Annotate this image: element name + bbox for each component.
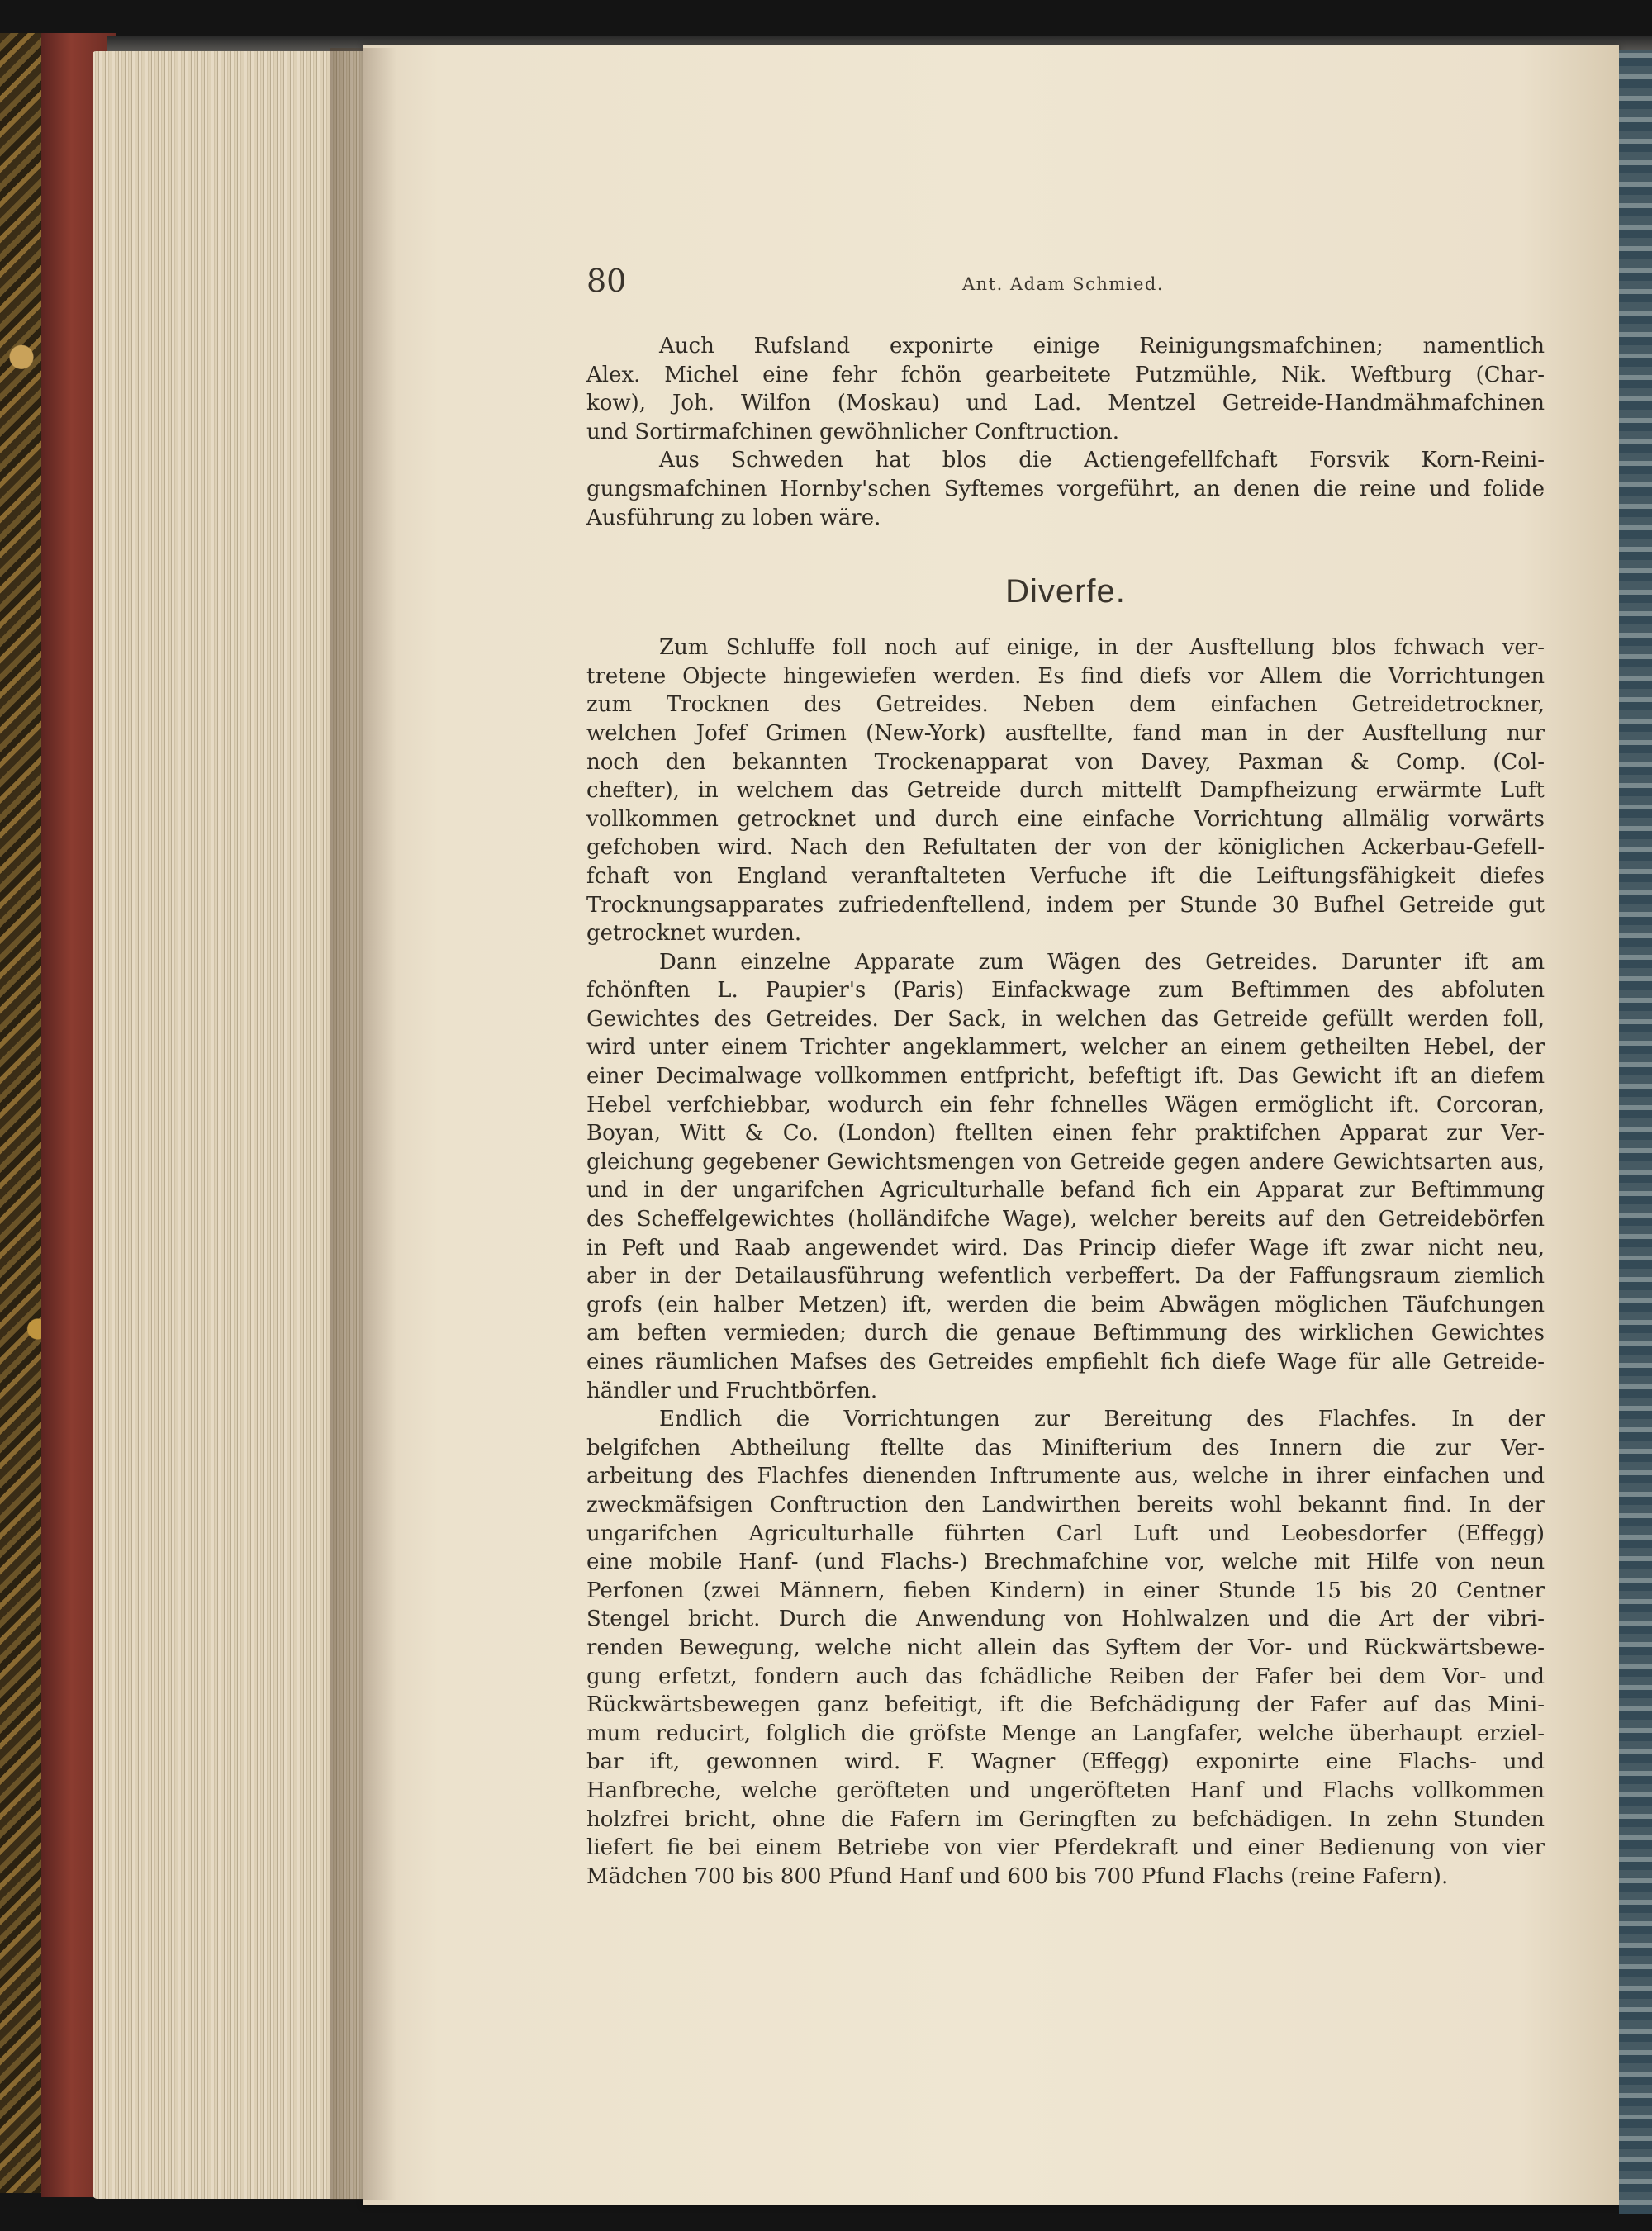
text-line: belgifchen Abtheilung ftellte das Minifterium des Innern die zur Ver- (586, 1435, 1545, 1460)
text-line: des Scheffelgewichtes (holländifche Wage), welcher bereits auf den Getreidebörfen (586, 1207, 1545, 1232)
text-line: gung erfetzt, fondern auch das fchädliche Reiben der Fafer bei dem Vor- und (586, 1664, 1545, 1689)
text-line: einer Decimalwage vollkommen entfpricht, befeftigt ift. Das Gewicht ift an diefem (586, 1064, 1545, 1089)
text-line: zweckmäfsigen Conftruction den Landwirthen bereits wohl bekannt find. In der (586, 1492, 1545, 1517)
text-line: und Sortirmafchinen gewöhnlicher Conftruction. (586, 419, 1119, 444)
text-line: vollkommen getrocknet und durch eine einfache Vorrichtung allmälig vorwärts (586, 806, 1545, 832)
text-line: renden Bewegung, welche nicht allein das Syftem der Vor- und Rückwärtsbewe- (586, 1635, 1545, 1660)
text-line: Dann einzelne Apparate zum Wägen des Getreides. Darunter ift am (659, 949, 1545, 975)
text-line: Alex. Michel eine fehr fchön gearbeitete Putzmühle, Nik. Weftburg (Char- (586, 362, 1545, 387)
text-line: händler und Fruchtbörfen. (586, 1378, 878, 1403)
text-line: getrocknet wurden. (586, 921, 802, 947)
text-line: liefert fie bei einem Betriebe von vier Pferdekraft und einer Bedienung von vier (586, 1835, 1545, 1861)
text-line: Mädchen 700 bis 800 Pfund Hanf und 600 bis 700 Pfund Flachs (reine Fafern). (586, 1863, 1449, 1889)
page-number: 80 (586, 263, 627, 299)
gutter-shadow (330, 48, 396, 2200)
text-line: und in der ungarifchen Agriculturhalle befand fich ein Apparat zur Beftimmung (586, 1178, 1545, 1203)
running-title: Ant. Adam Schmied. (962, 274, 1165, 294)
text-line: Boyan, Witt & Co. (London) ftellten einen fehr praktifchen Apparat zur Ver- (586, 1121, 1545, 1146)
stacked-page-edges (93, 51, 365, 2199)
text-line: Rückwärtsbewegen ganz befeitigt, ift die Befchädigung der Fafer auf das Mini- (586, 1692, 1545, 1718)
text-line: am beften vermieden; durch die genaue Beftimmung des wirklichen Gewichtes (586, 1321, 1545, 1346)
text-line: arbeitung des Flachfes dienenden Inftrumente aus, welche in ihrer einfachen und (586, 1464, 1545, 1489)
section-diverse (586, 634, 1545, 1891)
text-line: Aus Schweden hat blos die Actiengefellfchaft Forsvik Korn-Reini- (659, 448, 1545, 473)
section-heading: Diverfe. (1005, 573, 1126, 610)
text-line: Perfonen (zwei Männern, fieben Kindern) in einer Stunde 15 bis 20 Centner (586, 1578, 1545, 1603)
text-line: Zum Schluffe foll noch auf einige, in der Ausftellung blos fchwach ver- (659, 635, 1545, 661)
text-line: Hebel verfchiebbar, wodurch ein fehr fchnelles Wägen ermöglicht ift. Corcoran, (586, 1092, 1545, 1118)
text-line: eines räumlichen Mafses des Getreides empfiehlt fich diefe Wage für alle Getreide- (586, 1350, 1545, 1374)
text-line: Endlich die Vorrichtungen zur Bereitung des Flachfes. In der (659, 1407, 1545, 1432)
text-line: Ausführung zu loben wäre. (586, 505, 881, 530)
section-intro (586, 332, 1545, 532)
text-line: tretene Objecte hingewiefen werden. Es find diefs vor Allem die Vorrichtungen (586, 663, 1545, 689)
right-binding (1619, 50, 1652, 2214)
text-line: Gewichtes des Getreides. Der Sack, in welchen das Getreide gefüllt werden foll, (586, 1006, 1545, 1032)
text-line: aber in der Detailausführung wefentlich verbeffert. Da der Faffungsraum ziemlich (586, 1264, 1545, 1289)
body-text (586, 332, 1545, 1891)
text-line: fchaft von England veranftalteten Verfuche ift die Leiftungsfähigkeit diefes (586, 863, 1545, 889)
text-line: bar ift, gewonnen wird. F. Wagner (Effegg) exponirte eine Flachs- und (586, 1749, 1545, 1775)
text-line: holzfrei bricht, ohne die Fafern im Geringften zu befchädigen. In zehn Stunden (586, 1806, 1545, 1832)
text-line: chefter), in welchem das Getreide durch mittelft Dampfheizung erwärmte Luft (586, 778, 1545, 804)
text-line: zum Trocknen des Getreides. Neben dem einfachen Getreidetrockner, (586, 692, 1545, 718)
text-line: grofs (ein halber Metzen) ift, werden die beim Abwägen möglichen Täufchungen (586, 1292, 1545, 1317)
text-line: welchen Jofef Grimen (New-York) ausftellte, fand man in der Ausftellung nur (586, 720, 1545, 746)
text-line: gefchoben wird. Nach den Refultaten der von der königlichen Ackerbau-Gefell- (586, 835, 1545, 861)
text-line: mum reducirt, folglich die gröfste Menge an Langfafer, welche überhaupt erziel- (586, 1721, 1545, 1746)
text-line: wird unter einem Trichter angeklammert, welcher an einem getheilten Hebel, der (586, 1035, 1545, 1061)
text-line: Hanfbreche, welche geröfteten und ungeröfteten Hanf und Flachs vollkommen (586, 1778, 1545, 1803)
text-line: noch den bekannten Trockenapparat von Davey, Paxman & Comp. (Col- (586, 749, 1545, 775)
text-line: fchönften L. Paupier's (Paris) Einfackwage zum Beftimmen des abfoluten (586, 978, 1545, 1004)
text-line: in Peft und Raab angewendet wird. Das Princip diefer Wage ift zwar nicht neu, (586, 1235, 1545, 1260)
text-line: ungarifchen Agriculturhalle führten Carl Luft und Leobesdorfer (Effegg) (586, 1521, 1545, 1546)
text-line: gleichung gegebener Gewichtsmengen von Getreide gegen andere Gewichtsarten aus, (586, 1149, 1545, 1175)
text-line: Trocknungsapparates zufriedenftellend, indem per Stunde 30 Bufhel Getreide gut (586, 892, 1545, 918)
text-line: Stengel bricht. Durch die Anwendung von Hohlwalzen und die Art der vibri- (586, 1607, 1545, 1632)
text-line: eine mobile Hanf- (und Flachs-) Brechmafchine vor, welche mit Hilfe von neun (586, 1550, 1545, 1575)
text-line: Auch Rufsland exponirte einige Reinigungsmafchinen; namentlich (659, 334, 1545, 358)
running-head (586, 263, 1545, 312)
text-line: gungsmafchinen Hornby'schen Syftemes vorgeführt, an denen die reine und folide (586, 476, 1545, 501)
text-line: kow), Joh. Wilfon (Moskau) und Lad. Mentzel Getreide-Handmähmafchinen (586, 391, 1545, 416)
